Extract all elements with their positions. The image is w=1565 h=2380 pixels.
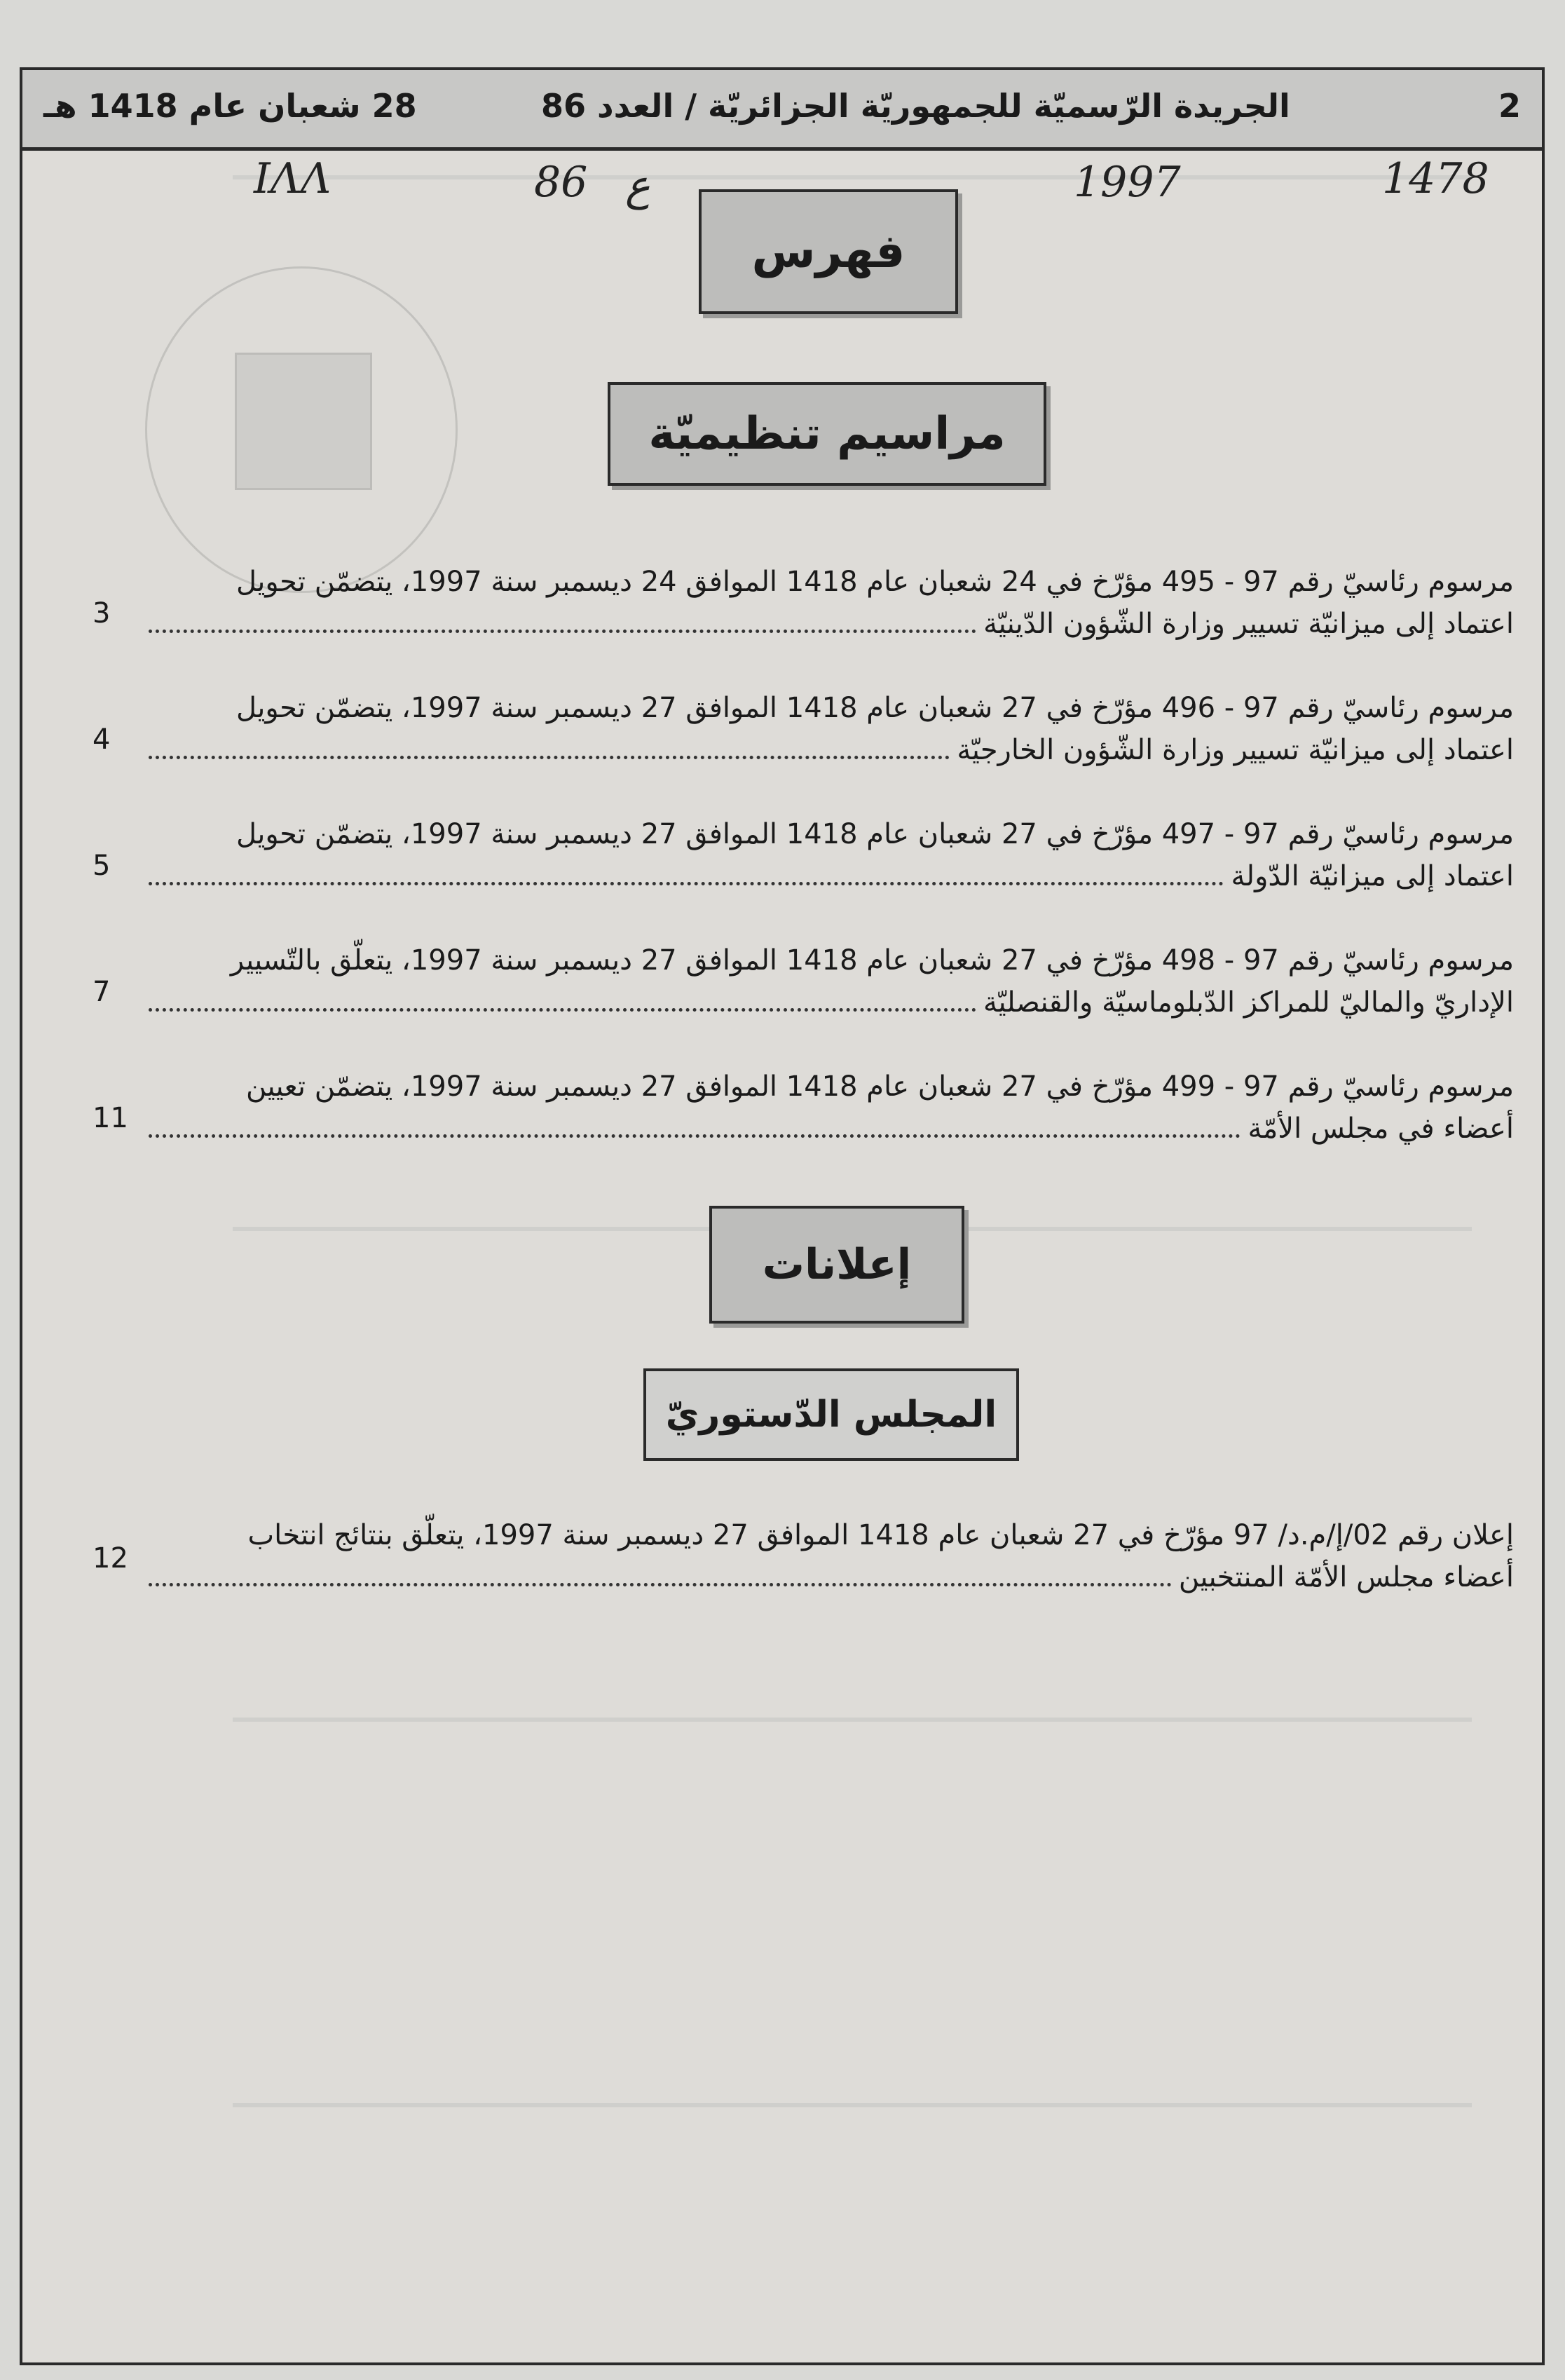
dot-leader: [149, 1134, 1241, 1138]
page-reference: 7: [93, 976, 111, 1008]
journal-page: [20, 67, 1545, 2365]
header-journal-title: الجريدة الرّسميّة للجمهوريّة الجزائريّة / العدد 86: [541, 87, 1290, 125]
official-stamp: [145, 266, 458, 593]
entry-line-1: إعلان رقم 02/إ/م.د/ 97 مؤرّخ في 27 شعبان عام 1418 الموافق 27 ديسمبر سنة 1997، يتعلّق بنتائج انتخاب: [247, 1519, 1514, 1551]
handwritten-note: 86: [534, 158, 588, 207]
toc-entry: [142, 1066, 1514, 1150]
toc-entry: [142, 939, 1514, 1024]
dot-leader: [149, 630, 976, 633]
entry-line-1: مرسوم رئاسيّ رقم 97 - 497 مؤرّخ في 27 شعبان عام 1418 الموافق 27 ديسمبر سنة 1997، يتضمّن تحويل: [235, 818, 1514, 850]
decrees-section-title: مراسيم تنظيميّة: [608, 382, 1046, 486]
entry-line-2: أعضاء مجلس الأمّة المنتخبين: [1178, 1561, 1514, 1593]
handwritten-note: 1478: [1382, 154, 1489, 203]
toc-entry: [142, 1514, 1514, 1598]
page-reference: 3: [93, 597, 111, 630]
bleed-through-line: [233, 1718, 1472, 1722]
page-reference: 5: [93, 850, 111, 882]
toc-entry: [142, 813, 1514, 897]
announcements-section-title: إعلانات: [709, 1206, 964, 1324]
index-title: فهرس: [699, 189, 958, 314]
header-date: 28 شعبان عام 1418 هـ: [43, 87, 417, 125]
page-reference: 12: [93, 1542, 128, 1575]
entry-line-2: الإداريّ والماليّ للمراكز الدّبلوماسيّة والقنصليّة: [983, 986, 1514, 1019]
dot-leader: [149, 756, 950, 759]
entry-line-2: اعتماد إلى ميزانيّة تسيير وزارة الشّؤون الخارجيّة: [957, 734, 1514, 766]
handwritten-note: ع: [625, 161, 650, 210]
dot-leader: [149, 1008, 976, 1012]
page-reference: 11: [93, 1102, 128, 1134]
toc-entry: [142, 687, 1514, 771]
dot-leader: [149, 1583, 1172, 1586]
entry-line-2: اعتماد إلى ميزانيّة الدّولة: [1231, 860, 1514, 892]
header-page-number: 2: [1498, 87, 1521, 125]
page-reference: 4: [93, 723, 111, 756]
handwritten-note: 1997: [1074, 158, 1181, 207]
entry-line-1: مرسوم رئاسيّ رقم 97 - 499 مؤرّخ في 27 شعبان عام 1418 الموافق 27 ديسمبر سنة 1997، يتضمّن تعيين: [246, 1070, 1514, 1103]
entry-line-2: اعتماد إلى ميزانيّة تسيير وزارة الشّؤون الدّينيّة: [983, 608, 1514, 640]
entry-line-1: مرسوم رئاسيّ رقم 97 - 496 مؤرّخ في 27 شعبان عام 1418 الموافق 27 ديسمبر سنة 1997، يتضمّن تحويل: [235, 692, 1514, 724]
entry-line-1: مرسوم رئاسيّ رقم 97 - 495 مؤرّخ في 24 شعبان عام 1418 الموافق 24 ديسمبر سنة 1997، يتضمّن تحويل: [235, 566, 1514, 598]
bleed-through-line: [233, 175, 1472, 179]
entry-line-2: أعضاء في مجلس الأمّة: [1248, 1113, 1514, 1145]
toc-entry: [142, 561, 1514, 645]
entry-line-1: مرسوم رئاسيّ رقم 97 - 498 مؤرّخ في 27 شعبان عام 1418 الموافق 27 ديسمبر سنة 1997، يتعلّق بالتّسيير: [230, 944, 1514, 977]
bleed-through-line: [233, 2103, 1472, 2107]
handwritten-note: ΙΛΛ: [254, 154, 332, 203]
page-header: [22, 70, 1542, 151]
constitutional-council-title: المجلس الدّستوريّ: [643, 1368, 1019, 1461]
dot-leader: [149, 882, 1224, 885]
